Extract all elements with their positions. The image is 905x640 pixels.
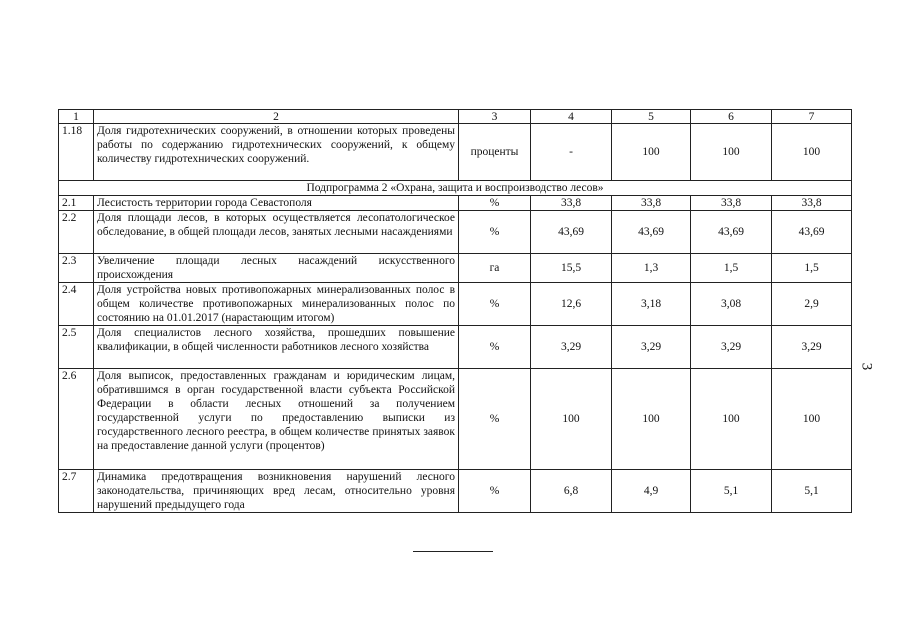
row-number: 2.4 (59, 283, 94, 326)
row-description: Доля устройства новых противопожарных минерализованных полос в общем количестве противопожарных минерализованных полос по состоянию на 01.01.2017 (нарастающим итогом) (94, 283, 459, 326)
row-value-6: 100 (691, 369, 772, 470)
row-value-6: 43,69 (691, 211, 772, 254)
row-value-7: 43,69 (772, 211, 852, 254)
row-unit: % (459, 211, 531, 254)
page-number: 3 (858, 362, 875, 371)
row-description: Лесистость территории города Севастополя (94, 196, 459, 211)
row-value-4: 3,29 (531, 326, 612, 369)
row-value-4: 6,8 (531, 470, 612, 513)
row-unit: % (459, 283, 531, 326)
row-value-6: 3,29 (691, 326, 772, 369)
table-row (59, 124, 852, 181)
row-unit: проценты (459, 124, 531, 181)
row-value-7: 100 (772, 124, 852, 181)
table-row (59, 211, 852, 254)
table-row (59, 196, 852, 211)
header-cell-2: 2 (94, 110, 459, 124)
row-description: Динамика предотвращения возникновения нарушений лесного законодательства, причиняющих вред лесам, относительно уровня нарушений предыдущего года (94, 470, 459, 513)
row-description: Доля гидротехнических сооружений, в отношении которых проведены работы по содержанию гидротехнических сооружений, к общему количеству гидротехнических сооружений. (94, 124, 459, 181)
row-value-5: 100 (612, 369, 691, 470)
row-value-6: 3,08 (691, 283, 772, 326)
footer-rule (413, 551, 493, 552)
row-description: Доля выписок, предоставленных гражданам и юридическим лицам, обратившимся в орган государственной власти субъекта Российской Федерации в области лесных отношений за получением государственной услуги по предоставлению выписки из государственного лесного реестра, в общем количестве принятых заявок на предоставление данной услуги (процентов) (94, 369, 459, 470)
row-unit: % (459, 326, 531, 369)
row-value-4: - (531, 124, 612, 181)
header-cell-5: 5 (612, 110, 691, 124)
row-number: 2.7 (59, 470, 94, 513)
row-value-4: 43,69 (531, 211, 612, 254)
row-unit: га (459, 254, 531, 283)
row-description: Доля специалистов лесного хозяйства, прошедших повышение квалификации, в общей численности работников лесного хозяйства (94, 326, 459, 369)
header-row (59, 110, 852, 124)
table-row (59, 326, 852, 369)
row-value-5: 4,9 (612, 470, 691, 513)
header-cell-7: 7 (772, 110, 852, 124)
row-value-7: 100 (772, 369, 852, 470)
row-value-6: 33,8 (691, 196, 772, 211)
row-value-7: 1,5 (772, 254, 852, 283)
row-value-6: 1,5 (691, 254, 772, 283)
row-number: 2.6 (59, 369, 94, 470)
row-value-7: 3,29 (772, 326, 852, 369)
row-value-7: 5,1 (772, 470, 852, 513)
row-value-6: 100 (691, 124, 772, 181)
row-value-4: 15,5 (531, 254, 612, 283)
row-unit: % (459, 196, 531, 211)
row-number: 2.1 (59, 196, 94, 211)
row-unit: % (459, 369, 531, 470)
row-value-5: 1,3 (612, 254, 691, 283)
row-value-5: 100 (612, 124, 691, 181)
row-number: 2.2 (59, 211, 94, 254)
row-value-7: 2,9 (772, 283, 852, 326)
row-value-5: 3,29 (612, 326, 691, 369)
row-number: 2.5 (59, 326, 94, 369)
section-row (59, 181, 852, 196)
row-value-4: 33,8 (531, 196, 612, 211)
row-value-4: 12,6 (531, 283, 612, 326)
row-unit: % (459, 470, 531, 513)
table-row (59, 283, 852, 326)
header-cell-3: 3 (459, 110, 531, 124)
indicators-table (58, 109, 852, 513)
row-number: 2.3 (59, 254, 94, 283)
row-value-5: 33,8 (612, 196, 691, 211)
row-value-7: 33,8 (772, 196, 852, 211)
row-value-5: 43,69 (612, 211, 691, 254)
header-cell-4: 4 (531, 110, 612, 124)
header-cell-1: 1 (59, 110, 94, 124)
header-cell-6: 6 (691, 110, 772, 124)
row-value-6: 5,1 (691, 470, 772, 513)
row-description: Доля площади лесов, в которых осуществляется лесопатологическое обследование, в общей площади лесов, занятых лесными насаждениями (94, 211, 459, 254)
row-value-5: 3,18 (612, 283, 691, 326)
table-row (59, 470, 852, 513)
row-description: Увеличение площади лесных насаждений искусственного происхождения (94, 254, 459, 283)
table-row (59, 254, 852, 283)
table-row (59, 369, 852, 470)
row-value-4: 100 (531, 369, 612, 470)
section-title: Подпрограмма 2 «Охрана, защита и воспроизводство лесов» (59, 181, 852, 196)
row-number: 1.18 (59, 124, 94, 181)
